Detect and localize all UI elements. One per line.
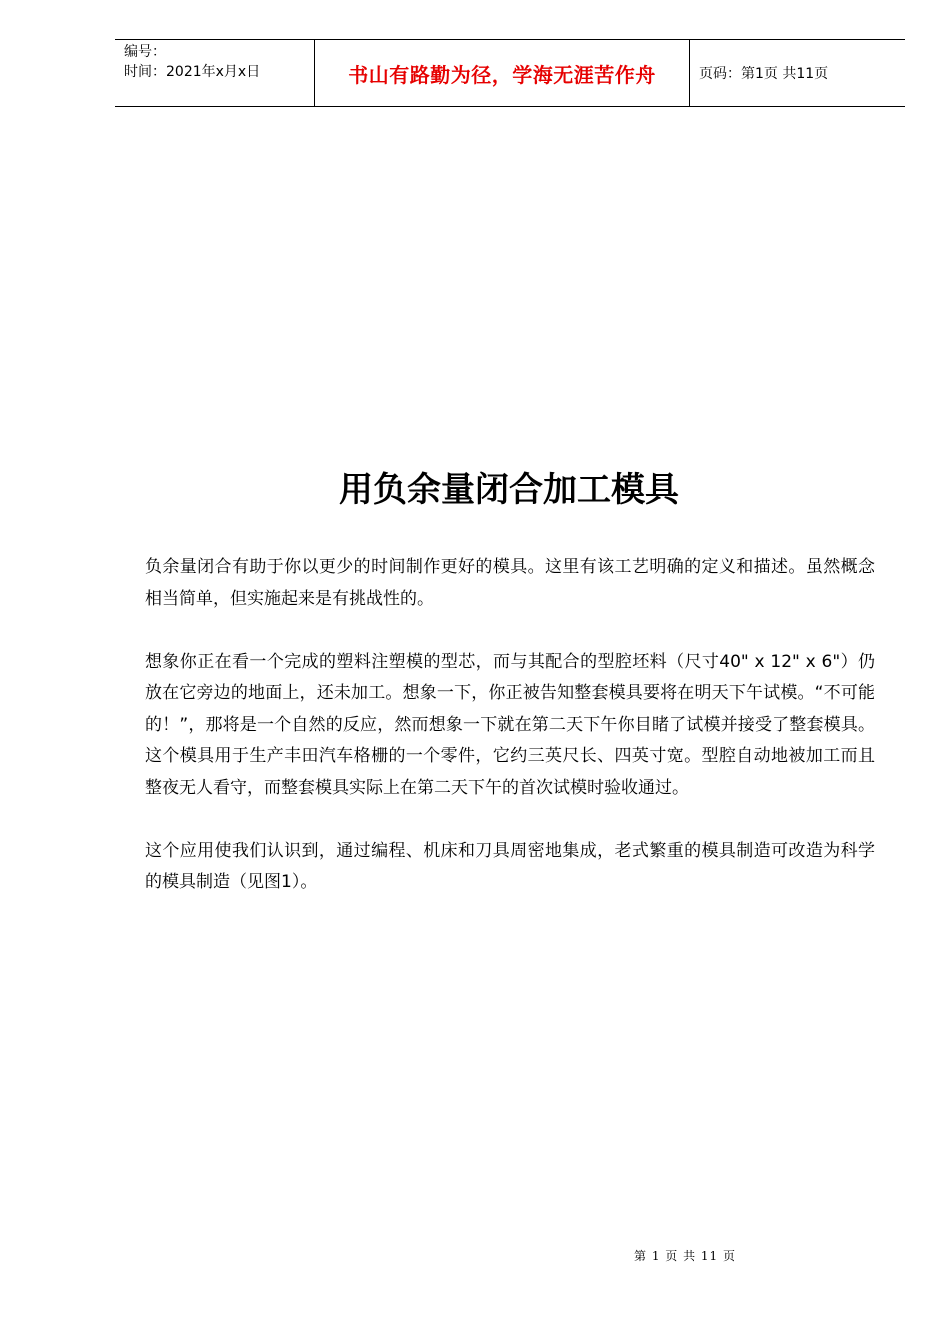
document-time-label: 时间：2021年x月x日 — [124, 64, 261, 80]
document-body — [145, 552, 875, 930]
header-motto: 书山有路勤为径，学海无涯苦作舟 — [315, 40, 690, 106]
paragraph: 想象你正在看一个完成的塑料注塑模的型芯，而与其配合的型腔坯料（尺寸40" x 12" x 6"）仍放在它旁边的地面上，还未加工。想象一下，你正被告知整套模具要将在明天下午试模。“不可能的！”，那将是一个自然的反应，然而想象一下就在第二天下午你目睹了试模并接受了整套模具。这个模具用于生产丰田汽车格栅的一个零件，它约三英尺长、四英寸宽。型腔自动地被加工而且整夜无人看守，而整套模具实际上在第二天下午的首次试模时验收通过。 — [145, 651, 875, 798]
header-meta — [115, 40, 315, 106]
page-footer: 第 1 页 共 11 页 — [634, 1249, 736, 1263]
page-header — [115, 39, 905, 107]
document-title: 用负余量闭合加工模具 — [339, 470, 679, 510]
document-number-label: 编号： — [124, 44, 166, 60]
paragraph: 这个应用使我们认识到，通过编程、机床和刀具周密地集成，老式繁重的模具制造可改造为科学的模具制造（见图1）。 — [145, 840, 875, 892]
header-page-info: 页码：第1页 共11页 — [699, 66, 829, 82]
paragraph: 负余量闭合有助于你以更少的时间制作更好的模具。这里有该工艺明确的定义和描述。虽然概念相当简单，但实施起来是有挑战性的。 — [145, 557, 875, 609]
